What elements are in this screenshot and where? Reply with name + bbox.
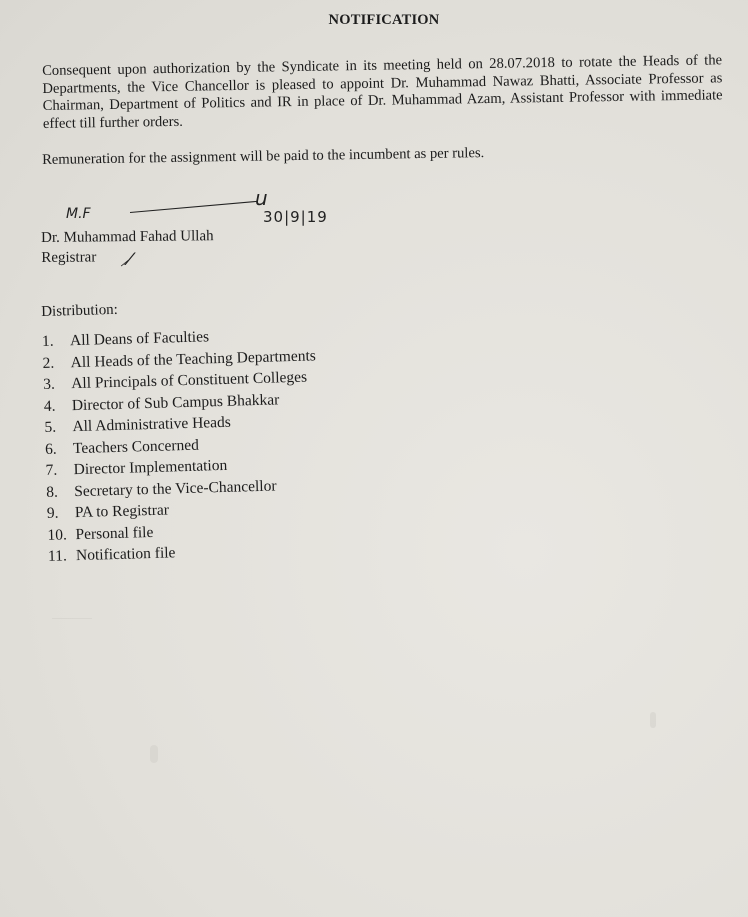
- item-number: 1.: [41, 332, 54, 350]
- item-text: Notification file: [75, 544, 176, 565]
- item-number: 10.: [47, 525, 68, 544]
- item-text: Teachers Concerned: [72, 436, 200, 457]
- item-text: All Heads of the Teaching Departments: [70, 346, 317, 371]
- handwritten-initials: M.F: [66, 206, 91, 222]
- body-paragraph-remuneration: Remuneration for the assignment will be paid to the incumbent as per rules.: [42, 145, 485, 168]
- paper-smudge: [52, 618, 92, 619]
- signatory-designation: Registrar: [41, 249, 97, 266]
- distribution-heading: Distribution:: [41, 301, 119, 320]
- distribution-list: [42, 323, 322, 567]
- notification-title: NOTIFICATION: [328, 12, 440, 28]
- item-number: 5.: [44, 418, 57, 436]
- item-number: 8.: [46, 483, 59, 501]
- item-number: 2.: [42, 354, 55, 372]
- item-text: Secretary to the Vice-Chancellor: [74, 476, 277, 500]
- item-text: All Deans of Faculties: [69, 328, 210, 350]
- item-number: 4.: [43, 397, 56, 415]
- item-number: 9.: [46, 504, 59, 522]
- signature-stroke: [130, 201, 258, 213]
- signatory-name: Dr. Muhammad Fahad Ullah: [41, 228, 214, 246]
- handwritten-date: 30|9|19: [263, 208, 328, 226]
- item-text: All Administrative Heads: [72, 413, 232, 436]
- item-text: Director Implementation: [73, 456, 228, 479]
- paper-smudge: [650, 712, 656, 728]
- item-text: Director of Sub Campus Bhakkar: [71, 390, 280, 414]
- item-number: 6.: [44, 440, 57, 458]
- item-text: Personal file: [75, 523, 154, 543]
- item-number: 3.: [43, 375, 56, 393]
- distribution-section: [41, 296, 322, 567]
- handwritten-signature-mark: u: [255, 186, 268, 210]
- item-number: 7.: [45, 461, 58, 479]
- handwritten-tick-mark: ⸝⁄: [120, 250, 132, 270]
- item-text: All Principals of Constituent Colleges: [70, 368, 308, 393]
- item-text: PA to Registrar: [74, 501, 170, 522]
- paper-smudge: [150, 745, 158, 763]
- item-number: 11.: [47, 547, 68, 565]
- body-paragraph-appointment: Consequent upon authorization by the Syndicate in its meeting held on 28.07.2018 to rotate the Heads of the Departments, the Vice Chancellor is pleased to appoint Dr. Muhammad Nawaz Bhatti, Associate Professor as Chairman, Department of Politics and IR in place of Dr. Muhammad Azam, Assistant Professor with immediate effect till further orders.: [42, 52, 723, 132]
